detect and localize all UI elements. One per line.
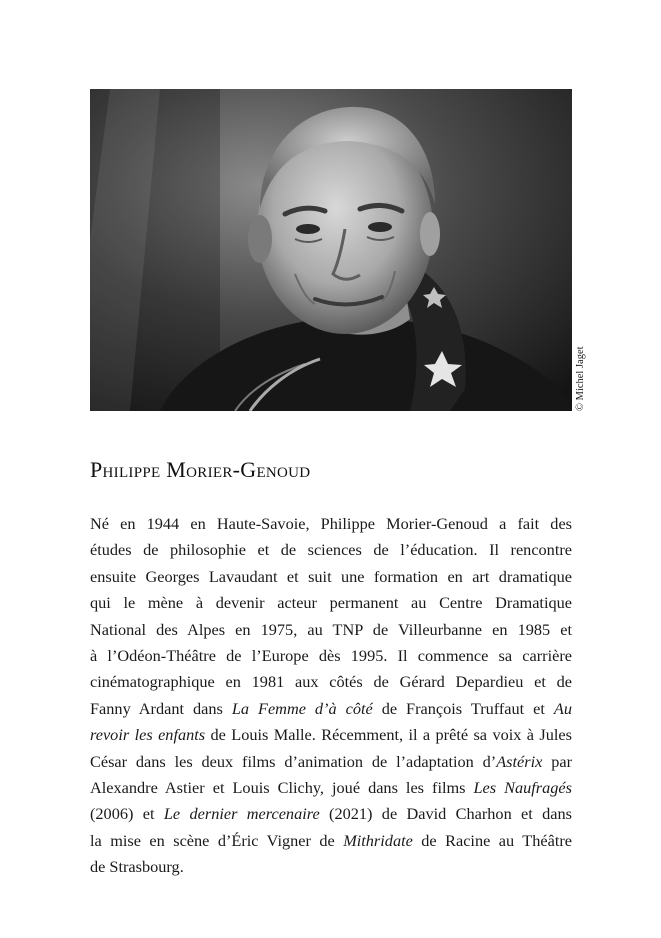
bio-title-italic: Astérix xyxy=(496,751,543,771)
bio-text: Alexandre Astier et Louis Clichy, joué dans les films xyxy=(90,777,474,797)
bio-text: (2021) de David Charhon et dans xyxy=(319,804,572,824)
bio-text: la mise en scène d’Éric Vigner de xyxy=(90,830,344,850)
bio-line xyxy=(90,511,572,537)
bio-text: Fanny Ardant dans xyxy=(90,698,232,718)
person-name-heading: Philippe Morier-Genoud xyxy=(90,457,311,482)
bio-line xyxy=(90,564,572,590)
bio-line xyxy=(90,749,572,775)
bio-title-italic: revoir les enfants xyxy=(90,725,206,745)
bio-text: à l’Odéon-Théâtre de l’Europe dès 1995. Il commence sa carrière xyxy=(90,645,572,665)
bio-text: César dans les deux films d’animation de l’adaptation d’ xyxy=(90,751,497,771)
bio-title-italic: Les Naufragés xyxy=(473,777,572,797)
bio-text: de Strasbourg. xyxy=(90,857,184,877)
bio-line xyxy=(90,669,572,695)
bio-text: qui le mène à devenir acteur permanent au Centre Dramatique xyxy=(90,593,572,613)
bio-title-italic: La Femme d’à côté xyxy=(231,698,373,718)
photo-credit: © Michel Jaget xyxy=(575,346,586,411)
bio-line xyxy=(90,696,572,722)
biography-paragraph xyxy=(90,511,572,880)
portrait-photo xyxy=(90,89,572,411)
bio-title-italic: Mithridate xyxy=(343,830,413,850)
bio-text: cinématographique en 1981 aux côtés de Gérard Depardieu et de xyxy=(90,672,572,692)
bio-line xyxy=(90,537,572,563)
bio-line xyxy=(90,801,572,827)
bio-text: de Racine au Théâtre xyxy=(412,830,572,850)
bio-text: études de philosophie et de sciences de l’éducation. Il rencontre xyxy=(90,540,572,560)
bio-title-italic: Le dernier mercenaire xyxy=(163,804,320,824)
bio-text: par xyxy=(542,751,572,771)
bio-text: (2006) et xyxy=(90,804,164,824)
bio-line xyxy=(90,643,572,669)
bio-line xyxy=(90,854,572,880)
bio-text: de Louis Malle. Récemment, il a prêté sa voix à Jules xyxy=(205,725,572,745)
bio-line xyxy=(90,828,572,854)
bio-text: National des Alpes en 1975, au TNP de Villeurbanne en 1985 et xyxy=(90,619,572,639)
bio-line xyxy=(90,722,572,748)
bio-title-italic: Au xyxy=(553,698,572,718)
bio-line xyxy=(90,617,572,643)
portrait-image xyxy=(90,89,572,411)
bio-line xyxy=(90,775,572,801)
bio-text: Né en 1944 en Haute-Savoie, Philippe Morier-Genoud a fait des xyxy=(90,514,572,533)
bio-line xyxy=(90,590,572,616)
bio-text: de François Truffaut et xyxy=(372,698,554,718)
bio-text: ensuite Georges Lavaudant et suit une formation en art dramatique xyxy=(90,566,572,586)
